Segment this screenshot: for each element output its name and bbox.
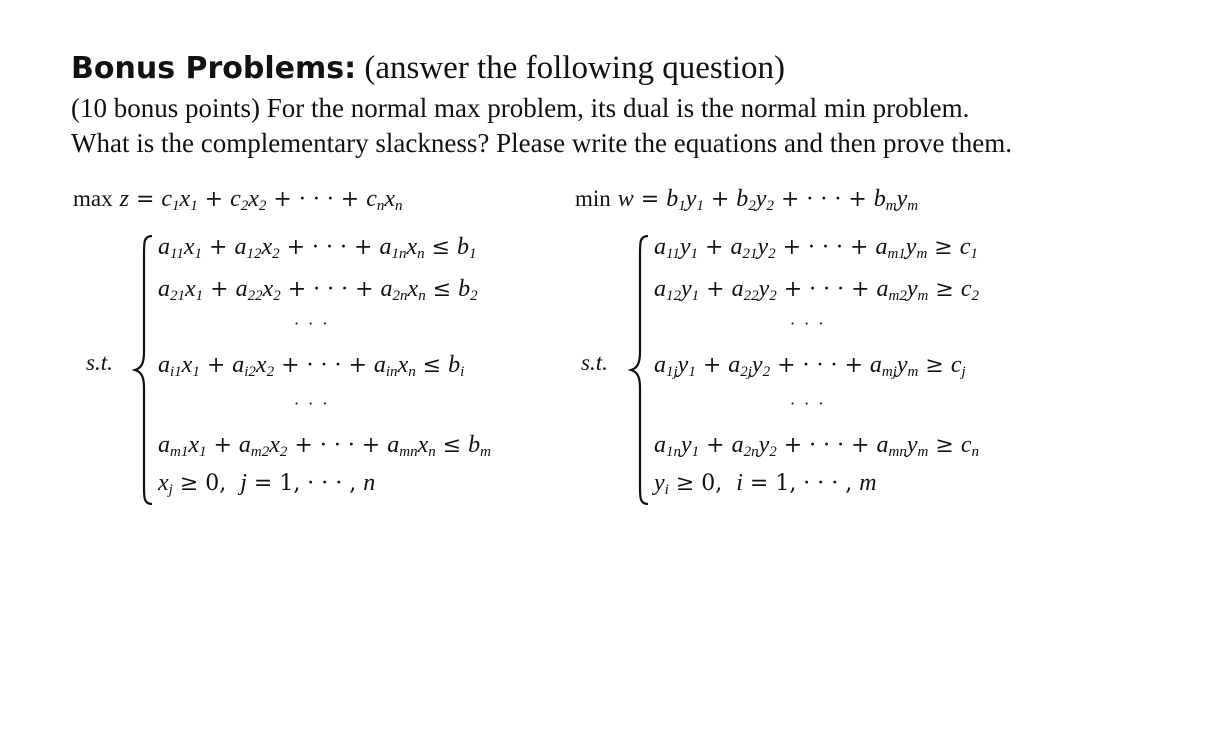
- dual-brace: [628, 234, 652, 506]
- question-line-1: (10 bonus points) For the normal max problem, its dual is the normal min problem.: [71, 93, 970, 123]
- dual-dots-1: · · ·: [790, 314, 826, 333]
- title-bold: Bonus Problems:: [71, 51, 357, 86]
- primal-st-label: s.t.: [86, 350, 113, 375]
- primal-brace: [132, 234, 156, 506]
- primal-constraint-2: $a_{21}x_1 + a_{22}x_2$ + · · · + $a_{2n}x_n \le b_2$: [158, 276, 478, 304]
- primal-constraint-m: $a_{m1}x_1 + a_{m2}x_2$ + · · · + $a_{mn}x_n \le b_m$: [158, 432, 491, 460]
- dual-dots-2: · · ·: [790, 394, 826, 413]
- primal-objective: $\max z = c_1x_1 + c_2x_2$ + · · · + $c_nx_n$: [73, 186, 403, 214]
- question-line-2: What is the complementary slackness? Please write the equations and then prove them.: [71, 128, 1012, 158]
- primal-dots-2: · · ·: [294, 394, 330, 413]
- primal-dots-1: · · ·: [294, 314, 330, 333]
- title-line: [71, 46, 1191, 91]
- dual-constraint-n: $a_{1n}y_1 + a_{2n}y_2$ + · · · + $a_{mn}y_m \ge c_n$: [654, 432, 979, 460]
- dual-constraint-2: $a_{12}y_1 + a_{22}y_2$ + · · · + $a_{m2}y_m \ge c_2$: [654, 276, 979, 304]
- primal-constraint-i: $a_{i1}x_1 + a_{i2}x_2$ + · · · + $a_{in}x_n \le b_i$: [158, 352, 465, 380]
- title-rest: (answer the following question): [356, 50, 786, 86]
- problem-header: [71, 46, 1191, 161]
- primal-nonneg: $x_j \ge 0$, j = 1, · · · , n: [158, 470, 376, 498]
- dual-objective: $\min w = b_1y_1 + b_2y_2$ + · · · + $b_my_m$: [575, 186, 919, 214]
- dual-st-label: s.t.: [581, 350, 608, 375]
- dual-constraint-1: $a_{11}y_1 + a_{21}y_2$ + · · · + $a_{m1}y_m \ge c_1$: [654, 234, 978, 262]
- primal-constraint-1: $a_{11}x_1 + a_{12}x_2$ + · · · + $a_{1n}x_n \le b_1$: [158, 234, 477, 262]
- dual-nonneg: $y_i \ge 0$, i = 1, · · · , m: [654, 470, 877, 498]
- dual-constraint-j: $a_{1j}y_1 + a_{2j}y_2$ + · · · + $a_{mj}y_m \ge c_j$: [654, 352, 966, 380]
